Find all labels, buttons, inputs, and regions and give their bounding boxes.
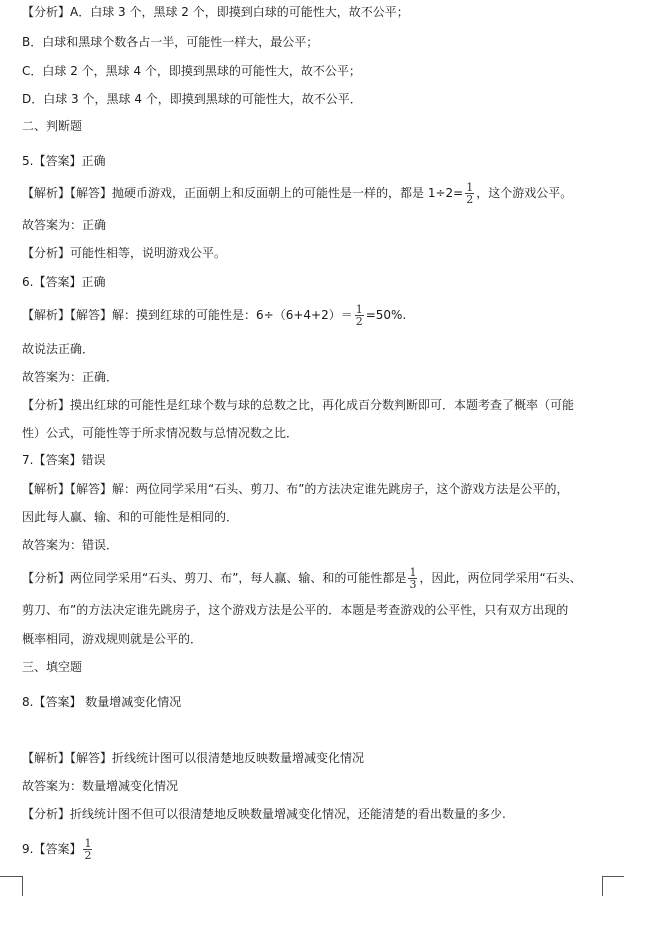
q7-explanation-line1: 【解析】【解答】解：两位同学采用“石头、剪刀、布”的方法决定谁先跳房子，这个游戏方法是公平的， [22,482,569,496]
q7-final-answer: 故答案为：错误． [22,538,119,552]
q8-explanation: 【解析】【解答】折线统计图可以很清楚地反映数量增减变化情况 [22,751,365,765]
fraction-one-half: $\frac{1}{2}$ [355,303,363,328]
q5-analysis: 【分析】可能性相等，说明游戏公平。 [22,246,227,260]
q6-explanation-text: 【解析】【解答】解：摸到红球的可能性是：6÷（6+4+2）＝ [22,308,353,322]
q8-analysis: 【分析】折线统计图不但可以很清楚地反映数量增减变化情况，还能清楚的看出数量的多少. [22,807,506,821]
section-heading-fill: 三、填空题 [22,660,83,674]
q7-explanation-line2: 因此每人赢、输、和的可能性是相同的． [22,510,239,524]
q7-analysis-line2: 剪刀、布”的方法决定谁先跳房子，这个游戏方法是公平的．本题是考查游戏的公平性，只有双方出现的 [22,603,569,617]
page-corner-mark-left [2,876,23,896]
q6-explanation-tail: =50%. [365,308,407,322]
q8-answer: 8.【答案】 数量增减变化情况 [22,695,182,709]
q5-explanation-text: 【解析】【解答】抛硬币游戏，正面朝上和反面朝上的可能性是一样的，都是 1÷2= [22,186,464,200]
q6-analysis-line2: 性）公式，可能性等于所求情况数与总情况数之比． [22,426,299,440]
page-corner-mark-right-h [602,876,624,877]
q6-final-answer: 故答案为：正确． [22,370,119,384]
fraction-one-half: $\frac{1}{2}$ [466,181,474,206]
q8-final-answer: 故答案为：数量增减变化情况 [22,779,179,793]
q5-explanation-tail: ，这个游戏公平。 [476,186,573,200]
analysis-line-c: C．白球 2 个，黑球 4 个，即摸到黑球的可能性大，故不公平； [22,64,361,78]
fraction-one-half: $\frac{1}{2}$ [84,837,92,862]
q7-analysis-line3: 概率相同，游戏规则就是公平的． [22,632,203,646]
q7-analysis-tail: ，因此，两位同学采用“石头、 [419,571,582,585]
section-heading-judge: 二、判断题 [22,119,83,133]
q5-final-answer: 故答案为：正确 [22,218,107,232]
q6-analysis-line1: 【分析】摸出红球的可能性是红球个数与球的总数之比，再化成百分数判断即可．本题考查了概率（可能 [22,398,575,412]
q7-analysis-text: 【分析】两位同学采用“石头、剪刀、布”，每人赢、输、和的可能性都是 [22,571,407,585]
page-corner-mark-right [602,876,623,896]
q9-answer-label: 9.【答案】 [22,842,82,856]
q6-conclusion: 故说法正确． [22,342,95,356]
analysis-line-d: D．白球 3 个，黑球 4 个，即摸到黑球的可能性大，故不公平． [22,92,362,106]
q5-explanation [22,182,572,205]
fraction-one-third: $\frac{1}{3}$ [409,566,417,591]
page-corner-mark-left-h [0,876,22,877]
q5-answer: 5.【答案】正确 [22,154,106,168]
q6-explanation [22,304,406,327]
analysis-line-a: 【分析】A．白球 3 个，黑球 2 个，即摸到白球的可能性大，故不公平； [22,5,409,19]
analysis-line-b: B．白球和黑球个数各占一半，可能性一样大，最公平； [22,35,319,49]
q9-answer [22,838,94,861]
q7-answer: 7.【答案】错误 [22,453,106,467]
q7-analysis-line1 [22,567,582,590]
q6-answer: 6.【答案】正确 [22,275,106,289]
